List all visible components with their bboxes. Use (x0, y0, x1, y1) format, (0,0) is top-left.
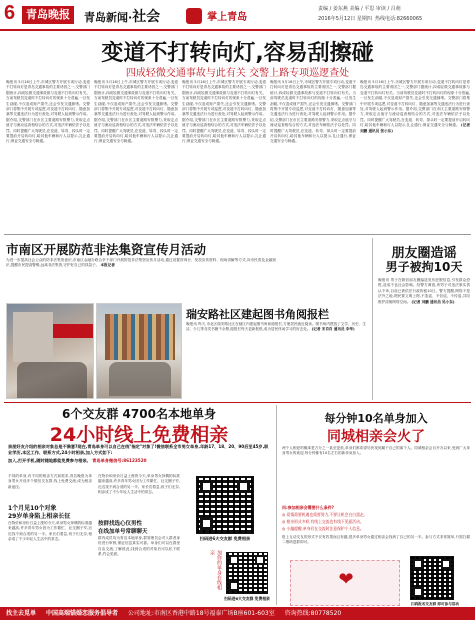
promo-intro: 亲朋好友介绍的相亲对象总是不满意?现在,青岛单身可以自己在线"指定"对象了!微信联系全市男女单身,年龄17、18、20、90后至45岁,职业学历,本区工作、联系方式,24小时相亲,加入方式如下: (8, 444, 269, 455)
event-body (6, 258, 276, 302)
friends-byline: (记者 刘鹏 通讯员 吴小东) (411, 299, 455, 304)
event-headline: 市南区开展防范非法集资宣传月活动 (6, 242, 207, 257)
promo-title-2: 24小时线上免费相亲 (49, 424, 229, 446)
daily-headline-part: 每分钟10名单身加入 (324, 412, 428, 425)
lead-subhead: 四成轻微交通事故与此有关 交警上路专项巡逻查处 (125, 68, 350, 79)
hotline: 热线电话:82660065 (375, 16, 423, 22)
promo-body-a-cont: 在物价和房价日益上涨的今天,单身男女择偶的标准越来越高,许多青年男女因为工作繁忙、社交圈子窄,迟迟找不到合适的另一半。家长们着急,孩子们无奈,相亲成了不少年轻人生活中的常态。 (98, 474, 180, 495)
header-rule (0, 29, 475, 31)
photo-people (17, 362, 87, 398)
promo-subhead-b: 29岁单身陷上相亲长征 (8, 513, 71, 520)
library-byline: (记者 宋肖肖 通讯员 李华) (311, 327, 355, 332)
promo-qr-2-caption: 扫码进6大交友群 免费相亲 (224, 596, 270, 601)
daily-qr-caption: 扫码报名交友群 即可参与活动 (411, 602, 459, 606)
promo-body-a: 在物价和房价日益上涨的今天,单身男女择偶的标准越来越高,许多青年男女因为工作繁忙、社交圈子窄,迟迟找不到合适的另一半。家长们着急,孩子们无奈,相亲成了不少年轻人生活中的常态。 (8, 521, 92, 542)
friends-body (378, 278, 470, 398)
app-name: 掌上青岛 (207, 12, 248, 23)
promo-hotline (8, 458, 270, 464)
daily-ask: 问:参加相亲会需要什么条件? (282, 505, 334, 510)
promo-qr-1-caption: 扫码进6大交友群 免费相亲 (199, 536, 251, 541)
app-icon (186, 8, 202, 24)
masthead-logo: 青岛晚报 (22, 6, 74, 24)
event-photo-left (6, 303, 94, 399)
banner-address: 公司地址:市南区香港中路18号福泰广场B座601-603室 (127, 610, 275, 617)
promo-qr-1[interactable] (196, 476, 254, 534)
daily-body-b: 报上互动交友的形式不仅有效果而且有趣,很多单身男女通过相亲会找到了自己的另一半。参与方式非常简单,只需扫描二维码进群即可。 (282, 535, 470, 545)
lead-headline: 变道不打转向灯,容易刮擦碰 (101, 41, 374, 66)
daily-body-a: 两个人相爱的概率是万分之一甚至更低,单身们都希望尽快找到属于自己的那个人。同城相亲会自开办以来,受到广大单身男女的欢迎,每分钟都有10名左右的新单身加入。 (282, 446, 470, 456)
section-title: 社会 (132, 9, 161, 25)
lead-body-col1: 晚报讯 5月16日上午,市城区警方开展专项行动,变道不打转向灯是青岛交通事故的主要诱因之一,交警部门据统计,四成轻微交通事故都与变道不打转向灯有关。当前驾驶员变道时不打转向灯的现象十分普遍,一旦发生刮碰,不仅造成财产损失,还会引发交通拥堵。交警部门将集中开展专项巡逻,对变道不打转向灯、随意加塞等交通违法行为进行查处,对驾驶人起到警示作用。据介绍,交警部门在市区主要道路安排警力,采取定点值守与流动巡查相结合的方式,对违法车辆依法予以处罚。同时提醒广大驾驶员,在变道、转弯、掉头时一定要提前开启转向灯,给其他车辆和行人以提示,礼让通行,保证交通安全与畅通。 (6, 80, 90, 144)
banner-middle: 中国高端锚婚恋服务倡导者 (45, 610, 118, 617)
promo-wechat: 青岛单身微信号:86123520 (92, 458, 147, 463)
qr2-finder-tl (229, 555, 239, 565)
event-photo-right (96, 303, 182, 399)
edition-info: 责编 / 姜东燕 美编 / 平思 审读 / 吕萌 (318, 6, 401, 12)
promo-subhead-c: 按群找选心仪男性 (98, 521, 143, 527)
daily-answer-2: ◎ 相亲形式多样,有线上交流也有线下见面活动。 (282, 519, 364, 524)
qr-finder-tr (237, 480, 250, 493)
promo-lead: 不同的单身,有不同的相亲方式和需求,青岛晚报为单身男女开设多个微信交友群,线上免费交流,成为相亲新途径。 (8, 474, 92, 489)
qr-finder-bl (200, 517, 213, 530)
qr2-finder-bl (229, 581, 239, 591)
daily-headline-main (282, 426, 470, 446)
promo-body-b: 群内成员均为青岛本地单身,群管理员会对入群者身份进行审核,保证信息真实可靠。单身们可以在群里自由交流,了解彼此,找到合适的对象后可以私下联系,约会见面。 (98, 536, 180, 557)
lead-body-col3: 晚报讯 5月16日上午,市城区警方开展专项行动,变道不打转向灯是青岛交通事故的主要诱因之一,交警部门据统计,四成轻微交通事故都与变道不打转向灯有关。当前驾驶员变道时不打转向灯的现象十分普遍,一旦发生刮碰,不仅造成财产损失,还会引发交通拥堵。交警部门将集中开展专项巡逻,对变道不打转向灯、随意加塞等交通违法行为进行查处,对驾驶人起到警示作用。据介绍,交警部门在市区主要道路安排警力,采取定点值守与流动巡查相结合的方式,对违法车辆依法予以处罚。同时提醒广大驾驶员,在变道、转弯、掉头时一定要提前开启转向灯,给其他车辆和行人以提示,礼让通行,保证交通安全与畅通。 (182, 80, 266, 144)
friends-headline-2: 男子被拘10天 (385, 260, 463, 274)
qr2-finder-tr (255, 555, 265, 565)
promo-title-1: 6个交友群 4700名本地单身 (62, 407, 216, 421)
page-header (0, 0, 475, 34)
photo-building-block (13, 312, 53, 362)
promo-note: 加你的单身在线相亲 (209, 550, 222, 590)
promo-divider (276, 405, 277, 605)
library-body (186, 322, 366, 396)
library-headline: 瑞安路社区建起图书角阅报栏 (186, 308, 329, 321)
lead-body-col5 (360, 80, 470, 230)
banner-phone: 咨询热线:80778520 (284, 610, 342, 617)
friends-text: 晚报讯 男子在微信朋友圈编造发布虚假信息,引发群众恐慌,造成不良社会影响。经警方调查,该男子对违法事实供认不讳,目前已被依法行政拘留10日。警方提醒,网络不是法外之地,网民要文明上网,不造谣、不信谣、不传谣,共同维护清朗网络空间。 (378, 278, 470, 304)
date: 2016年5月12日 星期四 (318, 16, 372, 22)
date-line (318, 15, 422, 22)
promo-qr-2[interactable] (226, 552, 268, 594)
photo-readers (109, 362, 171, 396)
promo-subhead-d: 在线加单号常聊聊天 (98, 529, 148, 535)
app-logo (186, 5, 266, 25)
page-number: 6 (4, 2, 16, 24)
library-text: 晚报讯 昨天,市北区瑞安路社区在辖区内建起图书角和阅报栏,方便居民就近阅读。图书角内摆放了文学、历史、生活、少儿等各类书籍千余册,阅报栏每天更新报纸,成为居民休闲学习的好去处。 (186, 322, 366, 332)
right-column-divider (372, 238, 373, 400)
photo-red-banner (53, 324, 93, 338)
qr-finder-tl (200, 480, 213, 493)
qr3-finder-tr (441, 559, 451, 569)
photo-bookshelf (105, 314, 175, 360)
lead-body-col4: 晚报讯 5月16日上午,市城区警方开展专项行动,变道不打转向灯是青岛交通事故的主要诱因之一,交警部门据统计,四成轻微交通事故都与变道不打转向灯有关。当前驾驶员变道时不打转向灯的现象十分普遍,一旦发生刮碰,不仅造成财产损失,还会引发交通拥堵。交警部门将集中开展专项巡逻,对变道不打转向灯、随意加塞等交通违法行为进行查处,对驾驶人起到警示作用。据介绍,交警部门在市区主要道路安排警力,采取定点值守与流动巡查相结合的方式,对违法车辆依法予以处罚。同时提醒广大驾驶员,在变道、转弯、掉头时一定要提前开启转向灯,给其他车辆和行人以提示,礼让通行,保证交通安全与畅通。 (270, 80, 356, 144)
qr3-finder-bl (413, 587, 423, 597)
daily-headline-text: 同城相亲会火了 (327, 429, 425, 445)
promo-subhead-a: 1个月见10个对象 (8, 505, 57, 512)
event-text: 为进一步提高社会公众的防非法集资意识,市南区金融办联合多个部门开展防范非法集资宣传月活动,通过设置咨询台、发放宣传资料、现场讲解等方式,向市民普及金融知识,提醒市民提高警惕,远离非法集资,守护好自己的钱袋子。 (6, 258, 276, 268)
daily-illustration (290, 560, 400, 606)
qr3-finder-tl (413, 559, 423, 569)
daily-answer-3: ◎ 小编提醒,单身们在交流时注意保护个人信息。 (282, 526, 364, 531)
lead-byline: (记者 刘鹏 通讯员 张小东) (360, 123, 470, 133)
lead-body-col2: 晚报讯 5月16日上午,市城区警方开展专项行动,变道不打转向灯是青岛交通事故的主要诱因之一,交警部门据统计,四成轻微交通事故都与变道不打转向灯有关。当前驾驶员变道时不打转向灯的现象十分普遍,一旦发生刮碰,不仅造成财产损失,还会引发交通拥堵。交警部门将集中开展专项巡逻,对变道不打转向灯、随意加塞等交通违法行为进行查处,对驾驶人起到警示作用。据介绍,交警部门在市区主要道路安排警力,采取定点值守与流动巡查相结合的方式,对违法车辆依法予以处罚。同时提醒广大驾驶员,在变道、转弯、掉头时一定要提前开启转向灯,给其他车辆和行人以提示,礼让通行,保证交通安全与畅通。 (94, 80, 178, 144)
lead-body-tail: 晚报讯 5月16日上午,市城区警方开展专项行动,变道不打转向灯是青岛交通事故的主要诱因之一,交警部门据统计,四成轻微交通事故都与变道不打转向灯有关。当前驾驶员变道时不打转向灯的现象十分普遍,一旦发生刮碰,不仅造成财产损失,还会引发交通拥堵。交警部门将集中开展专项巡逻,对变道不打转向灯、随意加塞等交通违法行为进行查处,对驾驶人起到警示作用。据介绍,交警部门在市区主要道路安排警力,采取定点值守与流动巡查相结合的方式,对违法车辆依法予以处罚。同时提醒广大驾驶员,在变道、转弯、掉头时一定要提前开启转向灯,给其他车辆和行人以提示,礼让通行,保证交通安全与畅通。 (360, 80, 470, 128)
promo-join-text: 加入,打开手机,随时随地都能免费参与相亲。 (8, 458, 91, 463)
lead-divider (4, 234, 471, 235)
section-prefix: 青岛新闻· (84, 11, 133, 24)
banner-left: 找主去觅单 (6, 610, 37, 617)
event-byline: 本报记者 (100, 263, 115, 268)
daily-qr[interactable] (410, 556, 454, 600)
daily-answer-1: ◎ 爱情需要机遇也需要努力,不要让机会白白溜走。 (282, 512, 368, 517)
heart-icon: ❤ (338, 569, 354, 590)
friends-headline-1: 朋友圈造谣 (391, 246, 457, 261)
ad-banner (0, 607, 475, 620)
promo-top-rule (4, 402, 471, 403)
section-label (84, 6, 160, 26)
